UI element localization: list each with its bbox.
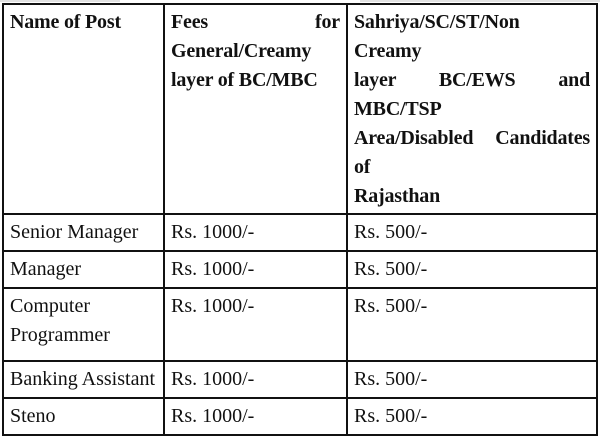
header-fees-reserved-line3: Area/Disabled Candidates of	[354, 127, 590, 178]
header-fees-general-rest: General/Creamy layer of BC/MBC	[171, 40, 318, 91]
fees-table	[2, 3, 598, 436]
header-name-of-post: Name of Post	[3, 4, 164, 214]
table-row	[3, 288, 597, 361]
table-row	[3, 214, 597, 251]
table-row	[3, 251, 597, 288]
header-fees-general-line1: Fees for	[171, 11, 340, 33]
table-row	[3, 398, 597, 435]
cell-fee-general: Rs. 1000/-	[164, 288, 347, 361]
header-fees-reserved-line4: Rajasthan	[354, 185, 440, 207]
table-header-row	[3, 4, 597, 214]
header-fees-reserved-line1: Sahriya/SC/ST/Non Creamy	[354, 11, 520, 62]
cell-fee-general: Rs. 1000/-	[164, 361, 347, 398]
cell-post: Manager	[3, 251, 164, 288]
cell-fee-reserved: Rs. 500/-	[347, 214, 597, 251]
cell-fee-general: Rs. 1000/-	[164, 398, 347, 435]
cell-post: Banking Assistant	[3, 361, 164, 398]
cell-post: Computer Programmer	[3, 288, 164, 361]
header-fees-reserved	[347, 4, 597, 214]
header-fees-general	[164, 4, 347, 214]
cell-fee-reserved: Rs. 500/-	[347, 288, 597, 361]
header-fees-reserved-line2: layer BC/EWS and MBC/TSP	[354, 69, 590, 120]
table-row	[3, 361, 597, 398]
cell-fee-general: Rs. 1000/-	[164, 214, 347, 251]
cell-post: Senior Manager	[3, 214, 164, 251]
cell-fee-reserved: Rs. 500/-	[347, 251, 597, 288]
cell-post: Steno	[3, 398, 164, 435]
cell-fee-reserved: Rs. 500/-	[347, 361, 597, 398]
cell-fee-reserved: Rs. 500/-	[347, 398, 597, 435]
cell-fee-general: Rs. 1000/-	[164, 251, 347, 288]
